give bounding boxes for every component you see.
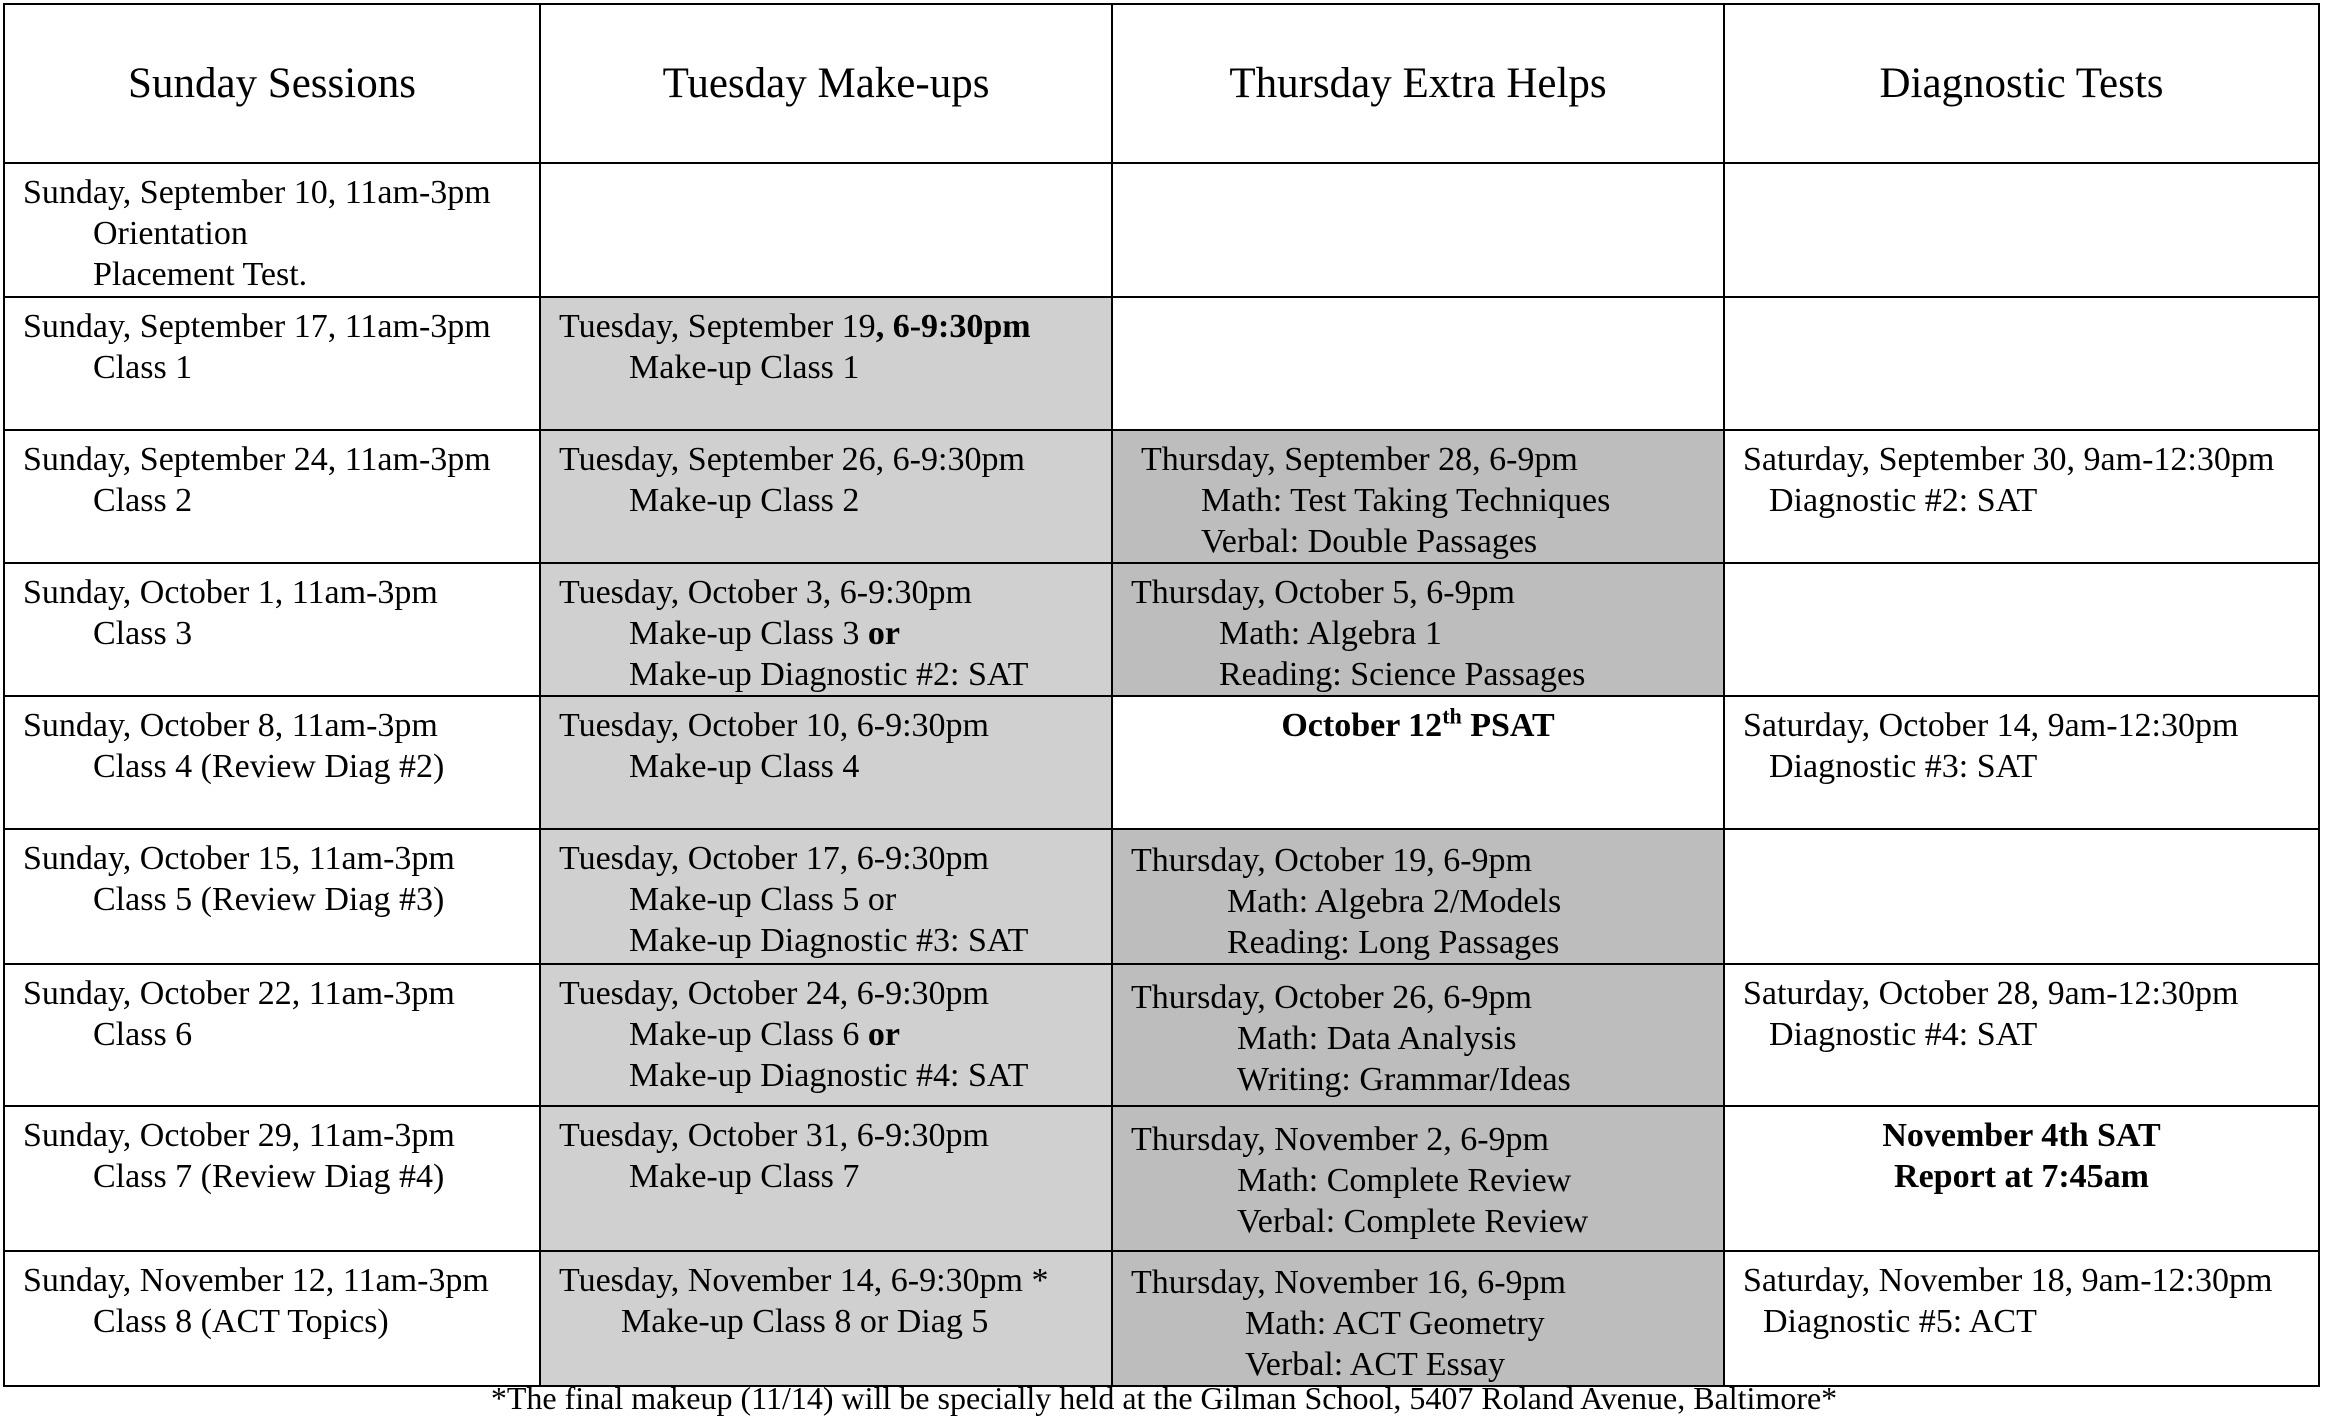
sat-test-note: November 4th SAT Report at 7:45am (1882, 1117, 2161, 1195)
diagnostic-cell: Saturday, October 28, 9am-12:30pm Diagnostic #4: SAT (1724, 964, 2319, 1106)
header-sunday-sessions: Sunday Sessions (4, 4, 540, 163)
diagnostic-cell (1724, 1106, 2319, 1251)
sunday-cell: Sunday, September 24, 11am-3pm Class 2 (4, 430, 540, 563)
sunday-cell: Sunday, October 8, 11am-3pm Class 4 (Review Diag #2) (4, 696, 540, 829)
tuesday-cell: Tuesday, September 26, 6-9:30pm Make-up Class 2 (540, 430, 1112, 563)
sunday-cell: Sunday, October 15, 11am-3pm Class 5 (Review Diag #3) (4, 829, 540, 964)
sunday-cell: Sunday, September 10, 11am-3pm Orientation Placement Test. (4, 163, 540, 297)
tuesday-cell: Tuesday, September 19, 6-9:30pm Make-up Class 1 (540, 297, 1112, 430)
thursday-cell (1112, 163, 1724, 297)
table-row (4, 1251, 2319, 1386)
thursday-cell: Thursday, October 26, 6-9pm Math: Data Analysis Writing: Grammar/Ideas (1112, 964, 1724, 1106)
thursday-cell: Thursday, September 28, 6-9pm Math: Test Taking Techniques Verbal: Double Passages (1112, 430, 1724, 563)
tuesday-cell: Tuesday, October 3, 6-9:30pm Make-up Class 3 or Make-up Diagnostic #2: SAT (540, 563, 1112, 696)
diagnostic-cell: Saturday, November 18, 9am-12:30pm Diagnostic #5: ACT (1724, 1251, 2319, 1386)
table-row (4, 163, 2319, 297)
tuesday-cell: Tuesday, November 14, 6-9:30pm * Make-up Class 8 or Diag 5 (540, 1251, 1112, 1386)
diagnostic-cell (1724, 297, 2319, 430)
table-row (4, 964, 2319, 1106)
thursday-cell: Thursday, November 16, 6-9pm Math: ACT Geometry Verbal: ACT Essay (1112, 1251, 1724, 1386)
thursday-cell: Thursday, October 5, 6-9pm Math: Algebra 1 Reading: Science Passages (1112, 563, 1724, 696)
thursday-cell: Thursday, October 19, 6-9pm Math: Algebra 2/Models Reading: Long Passages (1112, 829, 1724, 964)
table-row (4, 1106, 2319, 1251)
table-row (4, 563, 2319, 696)
sunday-cell: Sunday, October 1, 11am-3pm Class 3 (4, 563, 540, 696)
thursday-cell (1112, 696, 1724, 829)
table-row (4, 829, 2319, 964)
tuesday-cell (540, 163, 1112, 297)
table-row (4, 696, 2319, 829)
sunday-cell: Sunday, November 12, 11am-3pm Class 8 (ACT Topics) (4, 1251, 540, 1386)
sunday-cell: Sunday, September 17, 11am-3pm Class 1 (4, 297, 540, 430)
table-row (4, 430, 2319, 563)
tuesday-cell: Tuesday, October 31, 6-9:30pm Make-up Class 7 (540, 1106, 1112, 1251)
header-thursday-extra-helps: Thursday Extra Helps (1112, 4, 1724, 163)
diagnostic-cell: Saturday, September 30, 9am-12:30pm Diagnostic #2: SAT (1724, 430, 2319, 563)
psat-note: October 12th PSAT (1281, 703, 1555, 744)
diagnostic-cell: Saturday, October 14, 9am-12:30pm Diagnostic #3: SAT (1724, 696, 2319, 829)
table-row (4, 297, 2319, 430)
thursday-cell (1112, 297, 1724, 430)
tuesday-cell: Tuesday, October 17, 6-9:30pm Make-up Class 5 or Make-up Diagnostic #3: SAT (540, 829, 1112, 964)
schedule-table (3, 3, 2320, 1387)
thursday-cell: Thursday, November 2, 6-9pm Math: Complete Review Verbal: Complete Review (1112, 1106, 1724, 1251)
sunday-cell: Sunday, October 29, 11am-3pm Class 7 (Review Diag #4) (4, 1106, 540, 1251)
footnote: *The final makeup (11/14) will be specially held at the Gilman School, 5407 Roland Avenue, Baltimore* (490, 1380, 1838, 1416)
diagnostic-cell (1724, 829, 2319, 964)
header-diagnostic-tests: Diagnostic Tests (1724, 4, 2319, 163)
header-tuesday-makeups: Tuesday Make-ups (540, 4, 1112, 163)
tuesday-cell: Tuesday, October 10, 6-9:30pm Make-up Class 4 (540, 696, 1112, 829)
header-row (4, 4, 2319, 163)
sunday-cell: Sunday, October 22, 11am-3pm Class 6 (4, 964, 540, 1106)
diagnostic-cell (1724, 563, 2319, 696)
tuesday-cell: Tuesday, October 24, 6-9:30pm Make-up Class 6 or Make-up Diagnostic #4: SAT (540, 964, 1112, 1106)
diagnostic-cell (1724, 163, 2319, 297)
